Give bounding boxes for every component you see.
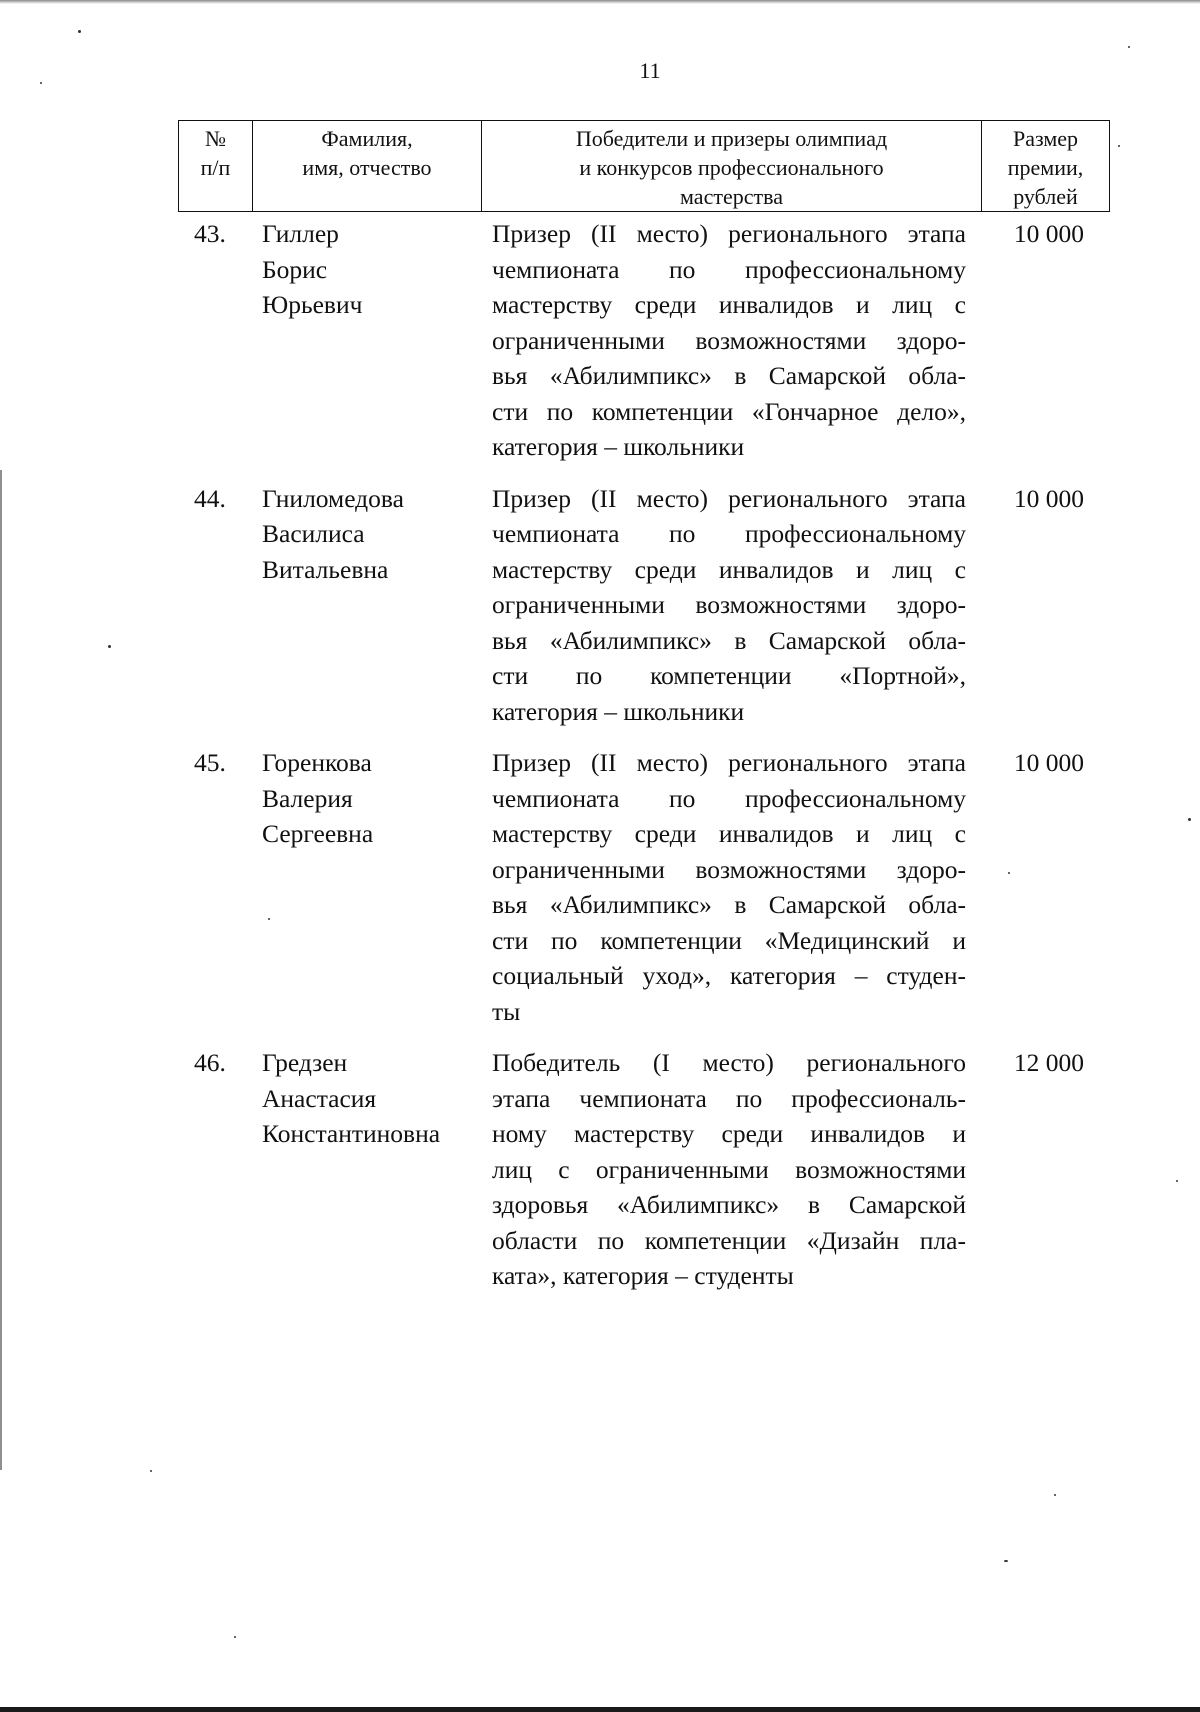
- achievement-line: чемпионата по профессиональному: [492, 783, 966, 813]
- achievement-line: ограниченными возможностями здоро-: [492, 854, 966, 884]
- row-prize: 10 000: [1013, 219, 1084, 248]
- row-prize: 10 000: [1013, 483, 1084, 513]
- table-row: [178, 745, 1110, 1029]
- patronymic: Сергеевна: [262, 819, 374, 848]
- achievement-line: здоровья «Абилимпикс» в Самарской: [492, 1190, 966, 1219]
- scan-speck: [1008, 872, 1010, 874]
- achievement-line: сти по компетенции «Гончарное дело»,: [492, 396, 966, 426]
- scan-speck: [150, 1470, 152, 1472]
- achievement-line: области по компетенции «Дизайн пла-: [492, 1225, 966, 1255]
- row-number: 45.: [194, 748, 226, 777]
- row-full-name: [252, 745, 480, 1029]
- achievement-line: чемпионата по профессиональному: [492, 519, 966, 548]
- scan-speck: [234, 1636, 236, 1638]
- row-full-name: [252, 1045, 480, 1294]
- achievement-line: этапа чемпионата по профессиональ-: [492, 1083, 966, 1113]
- patronymic: Юрьевич: [262, 290, 363, 319]
- patronymic: Витальевна: [262, 554, 389, 584]
- scan-speck: [1128, 46, 1130, 48]
- achievement-line: мастерству среди инвалидов и лиц с: [492, 819, 966, 848]
- achievement-line: ограниченными возможностями здоро-: [492, 590, 966, 619]
- scan-speck: [1118, 145, 1120, 147]
- row-achievement: [480, 1045, 966, 1294]
- surname: Гиллер: [262, 219, 339, 248]
- row-number: 44.: [194, 483, 226, 513]
- scan-speck: [1004, 1560, 1008, 1562]
- row-full-name: [252, 481, 480, 730]
- achievement-line: ката», категория – студенты: [492, 1261, 794, 1290]
- header-name-line: имя, отчество: [302, 155, 432, 180]
- header-prize-line: Размер: [1012, 126, 1079, 151]
- header-description: [482, 121, 982, 211]
- achievement-line: социальный уход», категория – студен-: [492, 961, 966, 990]
- achievement-line: категория – школьники: [492, 432, 745, 461]
- header-prize-line: рублей: [1013, 184, 1078, 209]
- row-achievement: [480, 481, 966, 730]
- header-name-line: Фамилия,: [321, 126, 413, 151]
- achievement-line: сти по компетенции «Медицинский и: [492, 925, 966, 955]
- patronymic: Константиновна: [262, 1119, 441, 1148]
- scan-speck: [1054, 1494, 1056, 1496]
- first-name: Анастасия: [262, 1083, 377, 1113]
- table-row: [178, 1045, 1110, 1294]
- surname: Горенкова: [262, 748, 372, 777]
- row-prize: 12 000: [1013, 1048, 1084, 1077]
- row-number: 46.: [194, 1048, 226, 1077]
- table-row: [178, 481, 1110, 730]
- table-body: [178, 216, 1110, 1294]
- achievement-line: Призер (II место) регионального этапа: [492, 748, 966, 777]
- row-number: 43.: [194, 219, 226, 248]
- first-name: Борис: [262, 254, 328, 284]
- achievement-line: ты: [492, 996, 521, 1026]
- scan-bottom-edge: [0, 1707, 1200, 1712]
- scan-speck: [268, 918, 270, 920]
- achievement-line: вья «Абилимпикс» в Самарской обла-: [492, 625, 966, 655]
- scan-speck: [1188, 818, 1191, 821]
- header-name: [253, 121, 482, 211]
- header-desc-line: мастерства: [680, 184, 783, 209]
- header-prize-line: премии,: [1007, 155, 1084, 180]
- header-prize: [982, 121, 1109, 211]
- achievement-line: ному мастерству среди инвалидов и: [492, 1119, 966, 1148]
- row-achievement: [480, 216, 966, 465]
- header-desc-line: и конкурсов профессионального: [579, 155, 884, 180]
- table-row: [178, 216, 1110, 465]
- header-num-line: №: [205, 126, 226, 151]
- achievement-line: чемпионата по профессиональному: [492, 254, 966, 284]
- achievement-line: сти по компетенции «Портной»,: [492, 661, 966, 690]
- achievement-line: Победитель (I место) регионального: [492, 1048, 966, 1077]
- scan-top-edge: [0, 0, 1200, 4]
- page-number: 11: [639, 58, 661, 83]
- achievement-line: Призер (II место) регионального этапа: [492, 219, 966, 248]
- achievement-line: мастерству среди инвалидов и лиц с: [492, 290, 966, 319]
- achievement-line: мастерству среди инвалидов и лиц с: [492, 554, 966, 584]
- scan-speck: [108, 645, 111, 648]
- achievement-line: вья «Абилимпикс» в Самарской обла-: [492, 361, 966, 390]
- achievement-line: ограниченными возможностями здоро-: [492, 325, 966, 355]
- achievement-line: лиц с ограниченными возможностями: [492, 1154, 966, 1184]
- header-num: [179, 121, 253, 211]
- surname: Гредзен: [262, 1048, 348, 1077]
- first-name: Василиса: [262, 519, 365, 548]
- header-desc-line: Победители и призеры олимпиад: [575, 126, 888, 151]
- scan-speck: [40, 82, 42, 84]
- achievement-line: категория – школьники: [492, 696, 745, 726]
- first-name: Валерия: [262, 783, 353, 813]
- achievement-line: вья «Абилимпикс» в Самарской обла-: [492, 890, 966, 919]
- scan-left-edge: [0, 470, 2, 1470]
- header-num-line: п/п: [200, 155, 231, 180]
- surname: Гниломедова: [262, 483, 404, 513]
- scan-speck: [1176, 1180, 1178, 1182]
- achievement-line: Призер (II место) регионального этапа: [492, 483, 966, 513]
- row-prize: 10 000: [1013, 748, 1084, 777]
- scan-speck: [78, 30, 81, 33]
- row-full-name: [252, 216, 480, 465]
- table-header: [178, 120, 1110, 212]
- row-achievement: [480, 745, 966, 1029]
